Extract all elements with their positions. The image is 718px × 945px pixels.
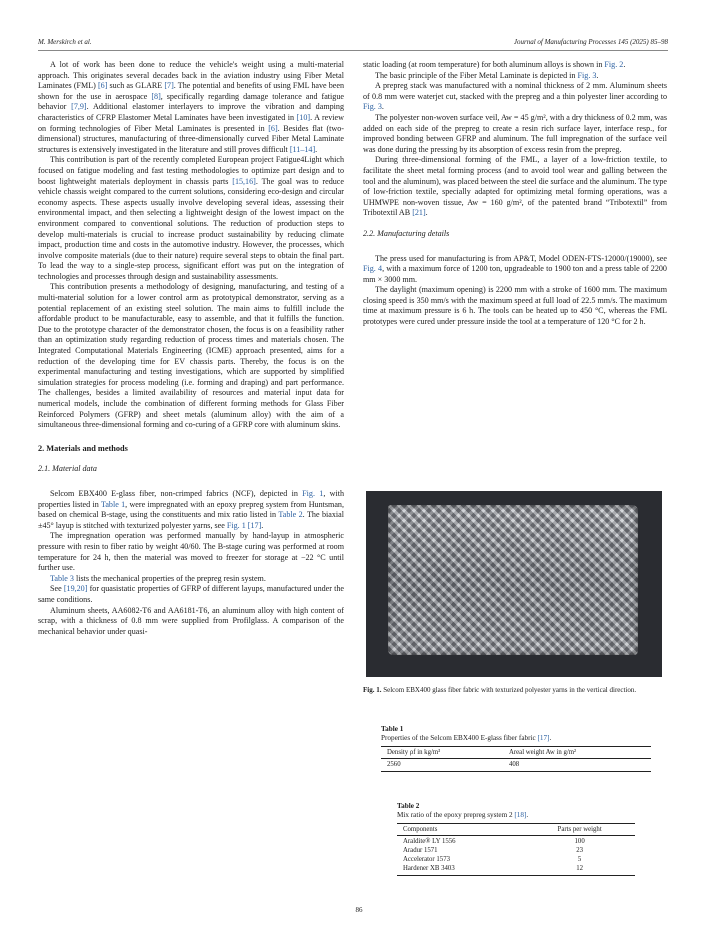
- figure-1-caption: Fig. 1. Selcom EBX400 glass fiber fabric with texturized polyester yarns in the vertical direction.: [363, 686, 637, 694]
- table-link[interactable]: Table 3: [50, 573, 74, 583]
- citation-link[interactable]: [19,20]: [63, 584, 88, 594]
- figure-link[interactable]: Fig. 3: [363, 102, 382, 112]
- table-cell: 2560: [381, 759, 503, 771]
- table-cell: 23: [576, 846, 584, 854]
- table-header: Parts per weight: [524, 824, 635, 836]
- paragraph: Table 3 lists the mechanical properties of the prepreg resin system.: [50, 573, 266, 583]
- citation-link[interactable]: [18]: [514, 811, 527, 820]
- paragraph: A prepreg stack was manufactured with a nominal thickness of 2 mm. Aluminum sheets of 0.8 mm were waterjet cut, stacked with the prepreg and a thin polyester liner according to Fig. 3.: [363, 81, 667, 112]
- table-row: [397, 864, 635, 876]
- table-cell: 100: [574, 837, 585, 845]
- table-header: Components: [397, 824, 524, 836]
- subsection-heading: 2.1. Material data: [38, 464, 97, 474]
- citation-link[interactable]: [11–14]: [289, 144, 316, 154]
- table-cell: Araldite® LY 1556: [403, 837, 456, 845]
- paragraph: During three-dimensional forming of the FML, a layer of a low-friction textile, to facilitate the sheet metal forming process (and to avoid tool wear and galling between the tool and the aluminum), was placed between the steel die surface and the aluminum. The type of low-friction textile, specially adapted for optimizing metal forming operations, was a UHMWPE non-woven tissue, Aw = 160 g/m², of the patented brand “Tribotextil” from Tribotextil AB [21].: [363, 155, 667, 218]
- table-cell: Aradur 1571: [403, 846, 438, 854]
- table-header: Density ρf in kg/m³: [381, 747, 503, 759]
- glass-fiber-fabric-image: [388, 505, 638, 655]
- citation-link[interactable]: [6]: [97, 81, 108, 91]
- paragraph: Selcom EBX400 E-glass fiber, non-crimped fabrics (NCF), depicted in Fig. 1, with properties listed in Table 1, were impregnated with an epoxy prepreg system from Huntsman, based on chemical B-stage, using the constituents and mix ratio listed in Table 2. The biaxial ±45° layup is stitched with texturized polyester yarns, see Fig. 1 [17].: [38, 488, 345, 530]
- paragraph: The polyester non-woven surface veil, Aw = 45 g/m², with a dry thickness of 0.2 mm, was added on each side of the prepreg to create a resin rich surface layer, interface resp., for improved bonding between GFRP and aluminum. The full impregnation of the surface veil was done during the pressing by its absorption of excess resin from the prepreg.: [363, 112, 667, 154]
- paragraph: The daylight (maximum opening) is 2200 mm with a stroke of 1600 mm. The maximum closing speed is 350 mm/s with the maximum speed at full load of 22.5 mm/s. The maximum time at maximum pressure is 6 h. The tools can be heated up to 450 °C, whereas the FML prototypes were cured under pressure inside the tool at a temperature of 120 °C for 2 h.: [363, 285, 667, 327]
- table-row: [397, 846, 635, 855]
- table-cell: 408: [503, 759, 651, 771]
- table-2: [397, 802, 635, 876]
- subsection-heading: 2.2. Manufacturing details: [363, 228, 450, 238]
- citation-link[interactable]: [10]: [296, 112, 311, 122]
- figure-label: Fig. 1.: [363, 686, 382, 694]
- citation-link[interactable]: [7,9]: [71, 102, 87, 112]
- paragraph: Aluminum sheets, AA6082-T6 and AA6181-T6, an aluminum alloy with high content of scrap, with a thickness of 0.8 mm were supplied from Profilglass. A comparison of the mechanical behavior under quasi-: [38, 605, 344, 636]
- paragraph: The basic principle of the Fiber Metal Laminate is depicted in Fig. 3.: [375, 70, 599, 80]
- paragraph: This contribution presents a methodology of designing, manufacturing, and testing of a multi-material solution for a lower control arm as prototypical demonstrator, serving as a potential replacement of an existing steel solution. The main aims to fulfill include the affordable product to be manufacturable, easy to assemble, and that it fulfills the function. Due to the prototype character of the demonstrator chosen, the focus is on a feasibility rather than an optimization study regarding reduction of process times and materials chosen. The Integrated Computational Materials Engineering (ICME) approach presented, aims for a reduction of the developing time for EV chassis parts. Thereby, the focus is on the experimental manufacturing and testing investigations, which are supported by simplified simulation strategies for process modeling (i.e. forming and draping) and part performance. The challenges, besides a limited availability of resources and material input data for numerical models, include the combination of different forming methods for Glass Fiber Reinforced Polymers (GFRP) and sheet metals (aluminum alloy) with the aim of a simultaneous three-dimensional forming and co-curing of a GFRP core with aluminum skins.: [38, 282, 344, 430]
- table-2-title: Table 2 Mix ratio of the epoxy prepreg system 2 [18].: [397, 802, 529, 820]
- paragraph: The press used for manufacturing is from AP&T, Model ODEN-FTS-12000/(19000), see Fig. 4, with a maximum force of 1200 ton, upgradeable to 1900 ton and a press table of 2200 mm × 3000 mm.: [363, 253, 667, 284]
- paragraph: static loading (at room temperature) for both aluminum alloys is shown in Fig. 2.: [363, 60, 626, 69]
- paragraph: The impregnation operation was performed manually by hand-layup in atmospheric pressure with resin to fiber ratio by weight 40/60. The B-stage curing was performed at room temperature for 24 h, then the material was moved to freezer for storage at −22 °C until further use.: [38, 531, 344, 573]
- section-heading: 2. Materials and methods: [38, 443, 128, 453]
- page-number: 86: [355, 906, 363, 914]
- table-row: [397, 836, 635, 846]
- citation-link[interactable]: [8]: [151, 91, 161, 101]
- figure-link[interactable]: Fig. 1: [226, 520, 246, 530]
- table-row: [397, 855, 635, 864]
- running-header-authors: M. Merskirch et al.: [38, 38, 92, 46]
- table-1: [381, 725, 651, 772]
- table-cell: Accelerator 1573: [403, 855, 450, 863]
- citation-link[interactable]: [17]: [247, 520, 262, 530]
- citation-link[interactable]: [6]: [268, 123, 278, 133]
- figure-link[interactable]: Fig. 4: [363, 264, 383, 274]
- table-link[interactable]: Table 1: [100, 499, 126, 509]
- table-link[interactable]: Table 2: [278, 510, 303, 520]
- table-cell: 5: [577, 855, 582, 863]
- citation-link[interactable]: [21]: [412, 208, 426, 218]
- figure-link[interactable]: Fig. 3: [577, 70, 597, 80]
- paragraph: A lot of work has been done to reduce the vehicle's weight using a multi-material approach. This originates several decades back in the aviation industry using Fiber Metal Laminates (FML) [6] such as GLARE [7]. The potential and benefits of using FML have been shown for the use in aerospace [8], specifically regarding damage tolerance and fatigue behavior [7,9]. Additional elastomer interlayers to improve the vibration and damping characteristics of CFRP Elastomer Metal Laminates have been investigated in [10]. A review on forming technologies of Fiber Metal Laminates is presented in [6]. Besides flat (two-dimensional) structures, manufacturing of three-dimensionally curved Fiber Metal Laminate structures is extensively investigated in the literature and still proves difficult [11–14].: [38, 60, 345, 154]
- table-cell: Hardener XB 3403: [397, 864, 524, 876]
- citation-link[interactable]: [7]: [164, 81, 174, 91]
- figure-1-photo: [366, 491, 662, 677]
- citation-link[interactable]: [15,16]: [232, 176, 256, 186]
- table-row: [381, 759, 651, 771]
- table-cell: 12: [524, 864, 635, 876]
- running-header-journal: Journal of Manufacturing Processes 145 (2025) 85–98: [513, 38, 668, 46]
- table-2-grid: [397, 823, 635, 876]
- table-1-grid: [381, 746, 651, 771]
- table-header: Areal weight Aw in g/m²: [503, 747, 651, 759]
- paragraph: This contribution is part of the recently completed European project Fatigue4Light which focused on fatigue modeling and fast testing methodologies to optimize part design and to boost lightweight materials deployment in chassis parts [15,16]. The goal was to reduce vehicle chassis weight compared to the current solutions, considering eco-design and circular economy aspects. These aspects usually involve developing several ideas, assessing their environmental impact, and then selecting a lightweight design of the lowest impact on the environment compared to conventional solutions. The reduction of production steps to develop multi-materials is crucial to increase product sustainability by reducing climate impact, production time and costs in the automotive industry. However, the processes, which involve composite materials (due to their nature) require several steps to obtain the final part. To lead the way to a single-step process, significant effort was put on the integration of technologies and processes through design and sustainability assessments.: [38, 155, 344, 281]
- right-column: [363, 60, 667, 328]
- table-1-title: Table 1 Properties of the Selcom EBX400 E-glass fiber fabric [17].: [381, 725, 552, 743]
- header-rule: [38, 50, 668, 51]
- figure-link[interactable]: Fig. 2: [604, 60, 624, 69]
- left-column: [38, 60, 344, 637]
- figure-link[interactable]: Fig. 1: [302, 488, 324, 498]
- paragraph: See [19,20] for quasistatic properties of GFRP of different layups, manufactured under the same conditions.: [38, 584, 344, 604]
- citation-link[interactable]: [17]: [537, 734, 550, 743]
